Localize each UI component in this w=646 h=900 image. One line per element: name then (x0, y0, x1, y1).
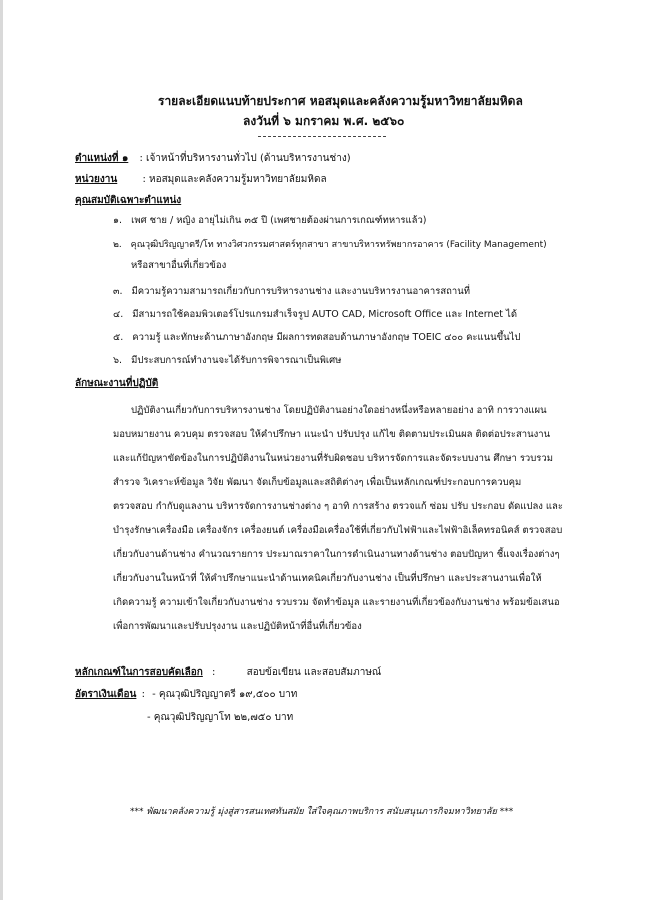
qualification-item (113, 284, 470, 299)
qualification-text: มีประสบการณ์ทำงานจะได้รับการพิจารณาเป็นพิเศษ (131, 355, 342, 366)
qualification-text: เพศ ชาย / หญิง อายุไม่เกิน ๓๕ ปี (เพศชายต้องผ่านการเกณฑ์ทหารแล้ว) (131, 215, 427, 226)
document-date: ลงวันที่ ๖ มกราคม พ.ศ. ๒๕๖๐ (243, 114, 405, 128)
selection-value: สอบข้อเขียน และสอบสัมภาษณ์ (246, 667, 382, 678)
duties-line: มอบหมายงาน ควบคุม ตรวจสอบ ให้คำปรึกษา แนะนำ ปรับปรุง แก้ไข ติดตามประเมินผล ติดต่อประสานงาน (113, 429, 551, 440)
qualification-number: ๒. (113, 240, 122, 250)
qualification-item (113, 237, 547, 251)
duties-line: เกี่ยวกับงานในหน้าที่ ให้คำปรึกษาแนะนำด้านเทคนิคเกี่ยวกับงานช่าง เป็นที่ปรึกษา และประสานงานเพื่อให้ (113, 573, 542, 584)
duties-line: เพื่อการพัฒนาและปรับปรุงงาน และปฏิบัติหน้าที่อื่นที่เกี่ยวข้อง (113, 621, 362, 632)
duties-line: เกี่ยวกับงานด้านช่าง คำนวณรายการ ประมาณราคาในการดำเนินงานทางด้านช่าง ตอบปัญหา ชี้แจงเรื่องต่างๆ (113, 549, 560, 560)
qualification-number: ๕. (113, 332, 124, 343)
salary-row (75, 687, 297, 702)
unit-row (75, 172, 327, 187)
position-label: ตำแหน่งที่ ๑ (75, 153, 129, 164)
qualification-item (113, 353, 341, 368)
duties-heading: ลักษณะงานที่ปฏิบัติ (75, 378, 159, 389)
qualification-text-continued: หรือสาขาอื่นที่เกี่ยวข้อง (131, 260, 227, 271)
salary-bachelor: - คุณวุฒิปริญญาตรี ๑๙,๕๐๐ บาท (152, 689, 298, 700)
qualification-item (113, 213, 427, 228)
qualification-number: ๖. (113, 355, 123, 366)
selection-label: หลักเกณฑ์ในการสอบคัดเลือก (75, 667, 203, 678)
qualification-item (113, 307, 517, 322)
duties-line: และแก้ปัญหาขัดข้องในการปฏิบัติงานในหน่วยงานที่รับผิดชอบ บริหารจัดการและจัดระบบงาน ศึกษา รวบรวม (113, 453, 553, 464)
salary-colon: : (141, 689, 145, 700)
qualification-item (113, 330, 520, 345)
qualification-text: คุณวุฒิปริญญาตรี/โท ทางวิศวกรรมศาสตร์ทุกสาขา สาขาบริหารทรัพยากรอาคาร (Facility Management) (130, 240, 547, 250)
qualification-text: ความรู้ และทักษะด้านภาษาอังกฤษ มีผลการทดสอบด้านภาษาอังกฤษ TOEIC ๔๐๐ คะแนนขึ้นไป (132, 332, 521, 343)
duties-line: สำรวจ วิเคราะห์ข้อมูล วิจัย พัฒนา จัดเก็บข้อมูลและสถิติต่างๆ เพื่อเป็นหลักเกณฑ์ประกอบการควบคุม (113, 477, 522, 488)
scan-edge-shadow (0, 0, 3, 900)
duties-line: ปฏิบัติงานเกี่ยวกับการบริหารงานช่าง โดยปฏิบัติงานอย่างใดอย่างหนึ่งหรือหลายอย่าง อาทิ การวางแผน (131, 405, 547, 416)
unit-label: หน่วยงาน (75, 174, 118, 185)
header-divider (258, 136, 386, 137)
unit-value: : หอสมุดและคลังความรู้มหาวิทยาลัยมหิดล (142, 174, 327, 185)
qualifications-heading: คุณสมบัติเฉพาะตำแหน่ง (75, 195, 182, 206)
selection-colon: : (212, 667, 216, 678)
qualification-number: ๓. (113, 286, 123, 297)
duties-line: เกิดความรู้ ความเข้าใจเกี่ยวกับงานช่าง รวบรวม จัดทำข้อมูล และรายงานที่เกี่ยวข้องกับงานช่าง พร้อมข้อเสนอ (113, 597, 560, 608)
duties-line: ตรวจสอบ กำกับดูแลงาน บริหารจัดการงานช่างต่าง ๆ อาทิ การสร้าง ตรวจแก้ ซ่อม ปรับ ประกอบ ดัดแปลง และ (113, 501, 563, 512)
position-value: : เจ้าหน้าที่บริหารงานทั่วไป (ด้านบริหารงานช่าง) (139, 153, 351, 164)
qualification-text: มีสามารถใช้คอมพิวเตอร์โปรแกรมสำเร็จรูป AUTO CAD, Microsoft Office และ Internet ได้ (132, 309, 517, 320)
position-row (75, 151, 351, 166)
qualification-text: มีความรู้ความสามารถเกี่ยวกับการบริหารงานช่าง และงานบริหารงานอาคารสถานที่ (131, 286, 470, 297)
document-title: รายละเอียดแนบท้ายประกาศ หอสมุดและคลังความรู้มหาวิทยาลัยมหิดล (158, 94, 523, 108)
selection-row (75, 665, 381, 680)
salary-label: อัตราเงินเดือน (75, 689, 137, 700)
duties-line: บำรุงรักษาเครื่องมือ เครื่องจักร เครื่องยนต์ เครื่องมือเครื่องใช้ที่เกี่ยวกับไฟฟ้าและไฟฟ้าอิเล็คทรอนิคส์ ตรวจสอบ (113, 525, 563, 536)
qualification-number: ๑. (113, 215, 123, 226)
qualification-number: ๔. (113, 309, 124, 320)
salary-master: - คุณวุฒิปริญญาโท ๒๒,๗๕๐ บาท (147, 712, 294, 723)
footer-motto: *** พัฒนาคลังความรู้ มุ่งสู่สารสนเทศทันสมัย ใส่ใจคุณภาพบริการ สนับสนุนภารกิจมหาวิทยาลัย *** (130, 807, 514, 817)
